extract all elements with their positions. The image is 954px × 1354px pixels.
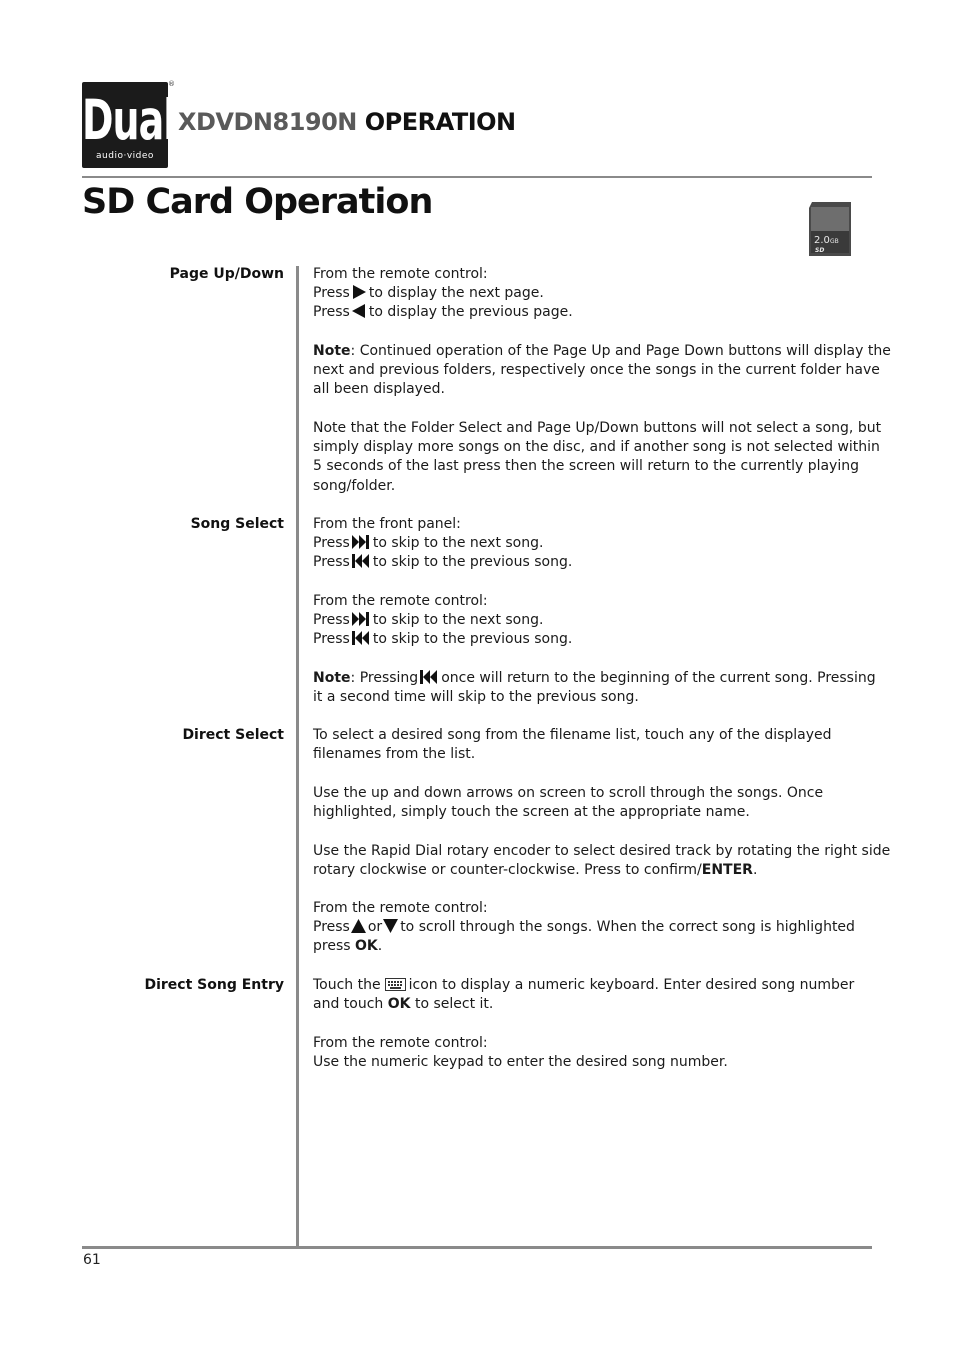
text-fragment: Press bbox=[313, 304, 350, 321]
skip-next-icon bbox=[351, 612, 371, 626]
section-label-direct-select: Direct Select bbox=[182, 727, 284, 743]
keyboard-icon bbox=[385, 977, 406, 991]
dual-logo bbox=[82, 82, 176, 168]
text-fragment: to scroll through the songs. When the correct song is highlighted bbox=[400, 919, 855, 936]
text-fragment: to skip to the next song. bbox=[372, 535, 544, 552]
operation-label: OPERATION bbox=[364, 108, 516, 136]
arrow-up-icon bbox=[351, 919, 366, 933]
logo-wordmark: Dual bbox=[82, 88, 176, 152]
text-line bbox=[313, 669, 876, 688]
text-fragment: to display the next page. bbox=[368, 285, 544, 302]
arrow-down-icon bbox=[383, 919, 398, 933]
text-fragment: to skip to the previous song. bbox=[372, 631, 573, 648]
header-title bbox=[178, 108, 516, 136]
text-fragment: Press bbox=[313, 285, 350, 302]
text-line: Use the up and down arrows on screen to scroll through the songs. Once bbox=[313, 785, 824, 801]
text-line bbox=[313, 611, 873, 630]
text-line: From the front panel: bbox=[313, 516, 461, 532]
footer-rule bbox=[82, 1246, 872, 1249]
text-line: it a second time will skip to the previous song. bbox=[313, 689, 639, 706]
text-fragment: . bbox=[377, 938, 383, 955]
text-line bbox=[313, 553, 873, 572]
note-label: Note bbox=[313, 670, 351, 686]
model-number: XDVDN8190N bbox=[178, 108, 357, 136]
direct-select-paragraph-3 bbox=[313, 842, 891, 880]
page-updown-paragraph-3 bbox=[313, 419, 882, 496]
text-fragment: Touch the bbox=[313, 977, 381, 993]
text-line: Note that the Folder Select and Page Up/Down buttons will not select a song, but bbox=[313, 420, 882, 436]
text-fragment: Press bbox=[313, 631, 350, 648]
page-title: SD Card Operation bbox=[82, 182, 433, 222]
skip-previous-icon bbox=[351, 631, 371, 645]
column-divider bbox=[296, 266, 299, 1246]
text-line: From the remote control: bbox=[313, 900, 488, 916]
text-line bbox=[313, 342, 891, 361]
direct-select-paragraph-4 bbox=[313, 899, 873, 957]
text-line: highlighted, simply touch the screen at the appropriate name. bbox=[313, 804, 750, 821]
text-fragment: once will return to the beginning of the current song. Pressing bbox=[441, 670, 876, 686]
logo-subtitle: audio·video bbox=[96, 151, 154, 161]
text-line: From the remote control: bbox=[313, 593, 488, 609]
sd-unit: GB bbox=[830, 238, 839, 245]
section-label-page-updown: Page Up/Down bbox=[169, 266, 284, 282]
direct-song-entry-paragraph-1 bbox=[313, 976, 873, 1014]
text-line: simply display more songs on the disc, and if another song is not selected within bbox=[313, 439, 880, 456]
text-line: song/folder. bbox=[313, 477, 396, 494]
skip-next-icon bbox=[351, 535, 371, 549]
page-updown-paragraph-1 bbox=[313, 265, 873, 323]
text-fragment: to skip to the next song. bbox=[372, 612, 544, 629]
text-line bbox=[313, 995, 873, 1014]
skip-previous-icon bbox=[419, 670, 439, 684]
text-line: From the remote control: bbox=[313, 266, 488, 282]
page-updown-note bbox=[313, 342, 891, 400]
text-fragment: to skip to the previous song. bbox=[372, 554, 573, 571]
sd-capacity: 2.0 bbox=[814, 235, 830, 246]
text-line bbox=[313, 918, 873, 937]
section-label-direct-song-entry: Direct Song Entry bbox=[144, 977, 284, 993]
text-fragment: Press bbox=[313, 554, 350, 571]
text-line bbox=[313, 303, 873, 322]
text-line: filenames from the list. bbox=[313, 746, 476, 763]
text-line bbox=[313, 534, 873, 553]
section-label-song-select: Song Select bbox=[190, 516, 284, 532]
text-fragment: Press bbox=[313, 535, 350, 552]
text-line: To select a desired song from the filename list, touch any of the displayed bbox=[313, 727, 832, 743]
ok-key-label: OK bbox=[387, 996, 411, 1013]
header-rule bbox=[82, 176, 872, 178]
text-line bbox=[313, 630, 873, 649]
page-number: 61 bbox=[83, 1252, 101, 1268]
text-line: Use the Rapid Dial rotary encoder to select desired track by rotating the right side bbox=[313, 843, 891, 859]
direct-song-entry-paragraph-2 bbox=[313, 1034, 873, 1072]
text-fragment: Press bbox=[313, 919, 350, 936]
text-fragment: Press bbox=[313, 612, 350, 629]
text-fragment: and touch bbox=[313, 996, 388, 1013]
sd-card-icon bbox=[809, 202, 851, 256]
song-select-note bbox=[313, 669, 876, 707]
registered-mark: ® bbox=[168, 80, 175, 88]
direct-select-paragraph-1 bbox=[313, 726, 873, 764]
text-line: From the remote control: bbox=[313, 1035, 488, 1051]
text-fragment: or bbox=[367, 919, 383, 936]
text-line bbox=[313, 861, 873, 880]
text-fragment: to display the previous page. bbox=[368, 304, 573, 321]
text-fragment: . bbox=[752, 862, 758, 879]
text-fragment: icon to display a numeric keyboard. Enter desired song number bbox=[408, 977, 855, 993]
text-fragment: to select it. bbox=[410, 996, 494, 1013]
sd-logo: SD bbox=[815, 247, 825, 254]
text-line bbox=[313, 284, 873, 303]
text-fragment: press bbox=[313, 938, 355, 955]
play-right-icon bbox=[351, 285, 367, 299]
text-fragment: : Continued operation of the Page Up and Page Down buttons will display the bbox=[350, 343, 891, 359]
text-line: next and previous folders, respectively once the songs in the current folder have bbox=[313, 362, 880, 379]
song-select-paragraph-1 bbox=[313, 515, 873, 573]
enter-key-label: ENTER bbox=[701, 862, 753, 879]
song-select-paragraph-2 bbox=[313, 592, 873, 650]
note-label: Note bbox=[313, 343, 351, 359]
text-line: 5 seconds of the last press then the screen will return to the currently playing bbox=[313, 458, 859, 475]
text-fragment: : Pressing bbox=[350, 670, 419, 686]
skip-previous-icon bbox=[351, 554, 371, 568]
text-line: Use the numeric keypad to enter the desired song number. bbox=[313, 1054, 728, 1071]
play-left-icon bbox=[351, 304, 367, 318]
text-line: all been displayed. bbox=[313, 381, 445, 398]
text-line bbox=[313, 937, 873, 956]
ok-key-label: OK bbox=[355, 938, 378, 955]
text-fragment: rotary clockwise or counter-clockwise. Press to confirm/ bbox=[313, 862, 702, 879]
direct-select-paragraph-2 bbox=[313, 784, 873, 822]
text-line bbox=[313, 976, 873, 995]
